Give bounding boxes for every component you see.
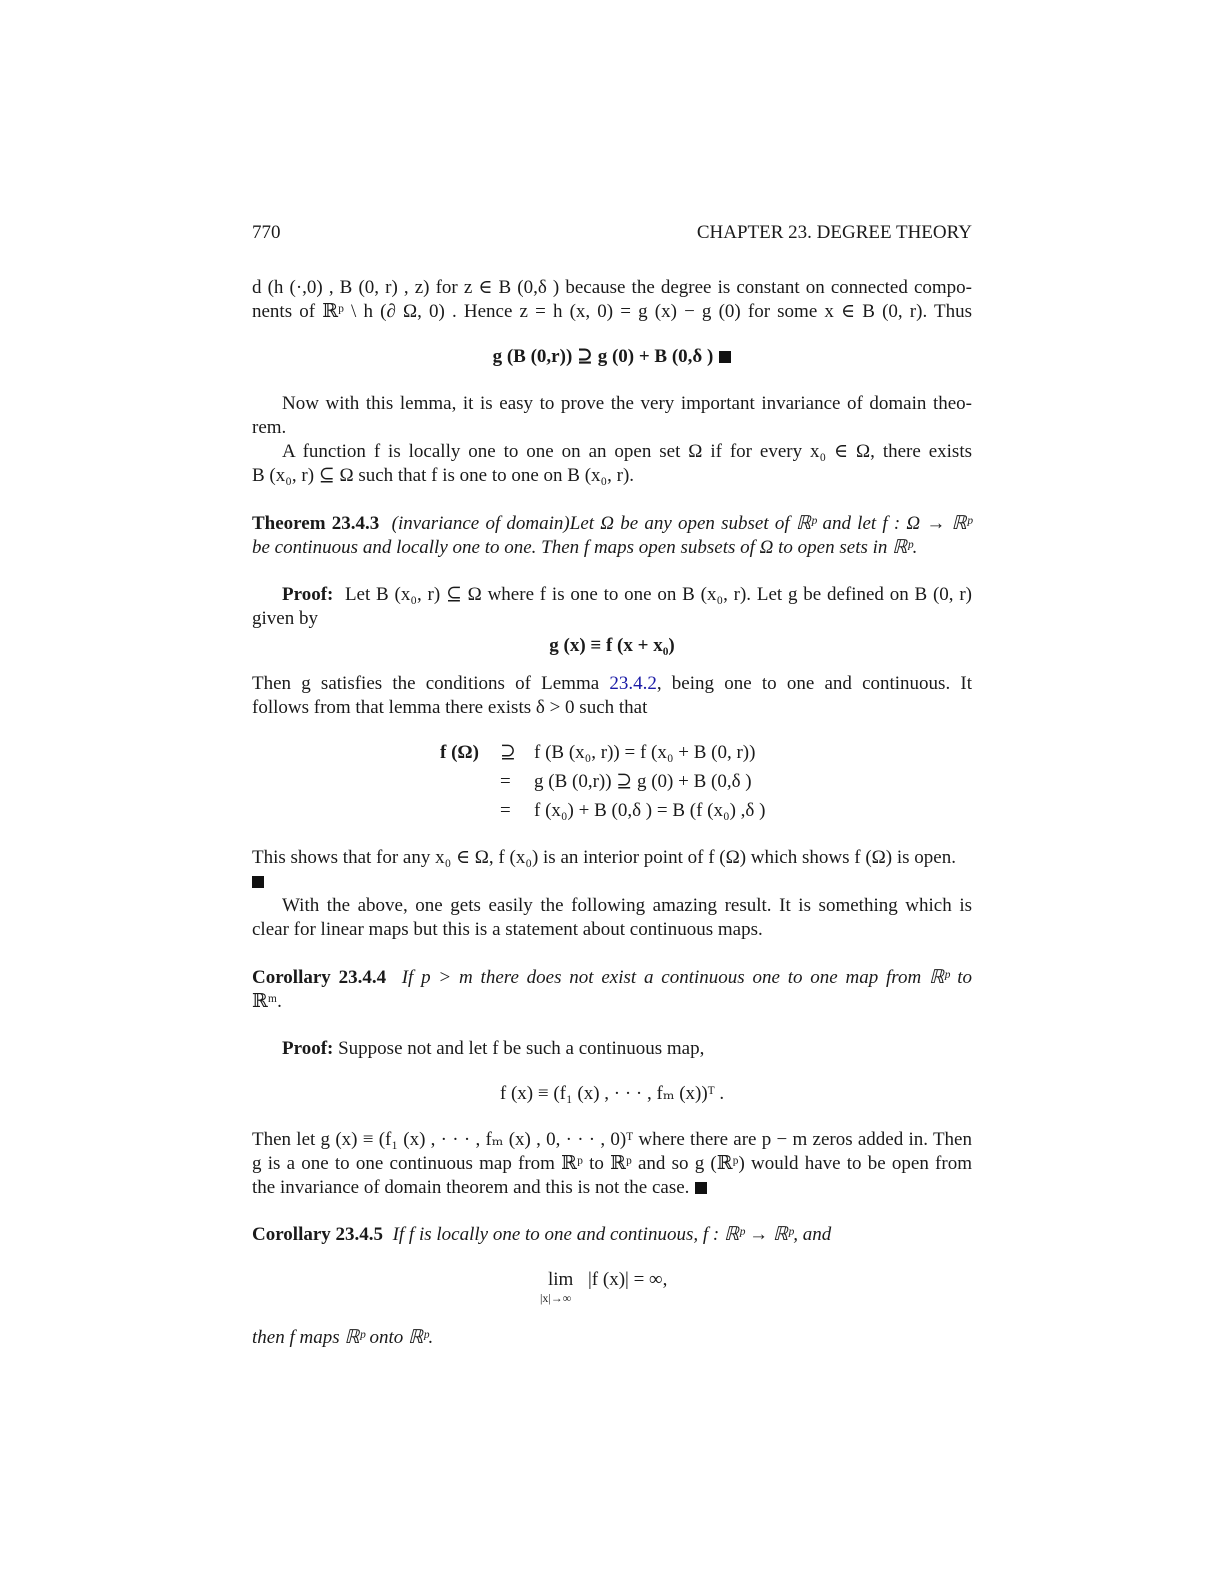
corollary-label: Corollary 23.4.4 (252, 967, 387, 988)
lemma-reference-link[interactable]: 23.4.2 (609, 673, 657, 694)
text-line: Now with this lemma, it is easy to prove the very important invariance of domain theo- (282, 393, 972, 414)
proof-line: Proof: Let B (x₀, r) ⊆ Ω where f is one to one on B (x₀, r). Let g be defined on B (0, r) (282, 584, 973, 605)
text-line: d (h (·,0) , B (0, r) , z) for z ∈ B (0,δ ) because the degree is constant on connected compo- (252, 277, 972, 298)
theorem-statement: Theorem 23.4.3 (invariance of domain)Let Ω be any open subset of ℝᵖ and let f : Ω → ℝᵖ (252, 513, 972, 534)
display-equation: g (B (0,r)) ⊇ g (0) + B (0,δ ) (252, 345, 972, 369)
proof-line: Proof: Suppose not and let f be such a continuous map, (282, 1038, 705, 1059)
text-line: follows from that lemma there exists δ > 0 such that (252, 697, 648, 718)
display-equation: f (x) ≡ (f₁ (x) , · · · , fₘ (x))ᵀ . (499, 1083, 725, 1104)
equation-operator: ⊇ (500, 742, 516, 763)
corollary-statement: ℝᵐ. (252, 991, 282, 1012)
equation-lhs: f (Ω) (440, 742, 479, 763)
theorem-statement: be continuous and locally one to one. Then f maps open subsets of Ω to open sets in ℝᵖ. (252, 537, 918, 558)
qed-symbol (252, 876, 264, 888)
page-number: 770 (252, 222, 281, 243)
equation-operator: = (500, 800, 511, 821)
corollary-statement: Corollary 23.4.4 If p > m there does not exist a continuous one to one map from ℝᵖ to (252, 967, 972, 988)
equation-rhs: g (B (0,r)) ⊇ g (0) + B (0,δ ) (534, 771, 752, 792)
proof-label: Proof: (282, 584, 334, 605)
text-line: rem. (252, 417, 287, 438)
text-line: clear for linear maps but this is a statement about continuous maps. (252, 919, 763, 940)
corollary-statement: then f maps ℝᵖ onto ℝᵖ. (252, 1327, 434, 1348)
equation-operator: = (500, 771, 511, 792)
qed-symbol (695, 1182, 707, 1194)
display-equation: g (x) ≡ f (x + x₀) (549, 635, 675, 656)
text-line: Then g satisfies the conditions of Lemma 23.4.2, being one to one and continuous. It (252, 673, 973, 694)
qed-symbol (719, 351, 731, 363)
text-line: Then let g (x) ≡ (f₁ (x) , · · · , fₘ (x) , 0, · · · , 0)ᵀ where there are p − m zeros added in. Then (252, 1129, 972, 1150)
proof-label: Proof: (282, 1038, 334, 1059)
text-line: nents of ℝᵖ \ h (∂ Ω, 0) . Hence z = h (x, 0) = g (x) − g (0) for some x ∈ B (0, r). Thus (252, 301, 972, 322)
text-line: given by (252, 608, 318, 629)
text-line: g is a one to one continuous map from ℝᵖ to ℝᵖ and so g (ℝᵖ) would have to be open from (252, 1153, 972, 1174)
running-header: CHAPTER 23. DEGREE THEORY (696, 222, 972, 243)
theorem-label: Theorem 23.4.3 (252, 513, 380, 534)
qed-line (252, 870, 972, 894)
text-line: the invariance of domain theorem and this is not the case. (252, 1176, 972, 1200)
text-line: This shows that for any x₀ ∈ Ω, f (x₀) is an interior point of f (Ω) which shows f (Ω) is open. (252, 847, 956, 868)
corollary-label: Corollary 23.4.5 (252, 1224, 384, 1245)
text-line: With the above, one gets easily the following amazing result. It is something which is (282, 895, 972, 916)
text-line: B (x₀, r) ⊆ Ω such that f is one to one on B (x₀, r). (252, 465, 635, 486)
equation-rhs: f (B (x₀, r)) = f (x₀ + B (0, r)) (534, 742, 756, 763)
text-line: A function f is locally one to one on an open set Ω if for every x₀ ∈ Ω, there exists (282, 441, 972, 462)
equation-rhs: f (x₀) + B (0,δ ) = B (f (x₀) ,δ ) (534, 800, 766, 821)
corollary-statement: Corollary 23.4.5 If f is locally one to one and continuous, f : ℝᵖ → ℝᵖ, and (252, 1224, 832, 1245)
page: 770 CHAPTER 23. DEGREE THEORY d (h (·,0) , B (0, r) , z) for z ∈ B (0,δ ) because the degree is constant on connected compo- nents of ℝᵖ \ h (∂ Ω, 0) . Hence z = h (x, 0) = g (x) − g (0) for some x ∈ B (0, r). Thus g (B (0,r)) ⊇ g (0) + B (0,δ ) Now with this lemma, it is easy to prove the very important invariance of domain theo- rem. A function f is locally one to one on an open set Ω if for every x₀ ∈ Ω, there exists B (x₀, r) ⊆ Ω such that f is one to one on B (x₀, r). Theorem 23.4.3 (invariance of domain)Let Ω be any open subset of ℝᵖ and let f : Ω → ℝᵖ be continuous and locally one to one. Then f maps open subsets of Ω to open sets in ℝᵖ. Proof: Let B (x₀, r) ⊆ Ω where f is one to one on B (x₀, r). Let g be defined on B (0, r) given by g (x) ≡ f (x + x₀) Then g satisfies the conditions of Lemma 23.4.2, being one to one and continuous. It follows from that lemma there exists δ > 0 such that f (Ω) ⊇ f (B (x₀, r)) = f (x₀ + B (0, r)) = g (B (0,r)) ⊇ g (0) + B (0,δ ) = f (x₀) + B (0,δ ) = B (f (x₀) ,δ ) This shows that for any x₀ ∈ Ω, f (x₀) is an interior point of f (Ω) which shows f (Ω) is open. With the above, one gets easily the following amazing result. It is something which is clear for linear maps but this is a statement about continuous maps. Corollary 23.4.4 If p > m there does not exist a continuous one to one map from ℝᵖ to ℝᵐ. Proof: Suppose not and let f be such a continuous map, f (x) ≡ (f₁ (x) , · · · , fₘ (x))ᵀ . Then let g (x) ≡ (f₁ (x) , · · · , fₘ (x) , 0, · · · , 0)ᵀ where there are p − m zeros added in. Then g is a one to one continuous map from ℝᵖ to ℝᵖ and so g (ℝᵖ) would have to be open from the invariance of domain theorem and this is not the case. Corollary 23.4.5 If f is locally one to one and continuous, f : ℝᵖ → ℝᵖ, and lim |x|→∞ |f (x)| = ∞, then f maps ℝᵖ onto ℝᵖ. (252, 222, 973, 1348)
